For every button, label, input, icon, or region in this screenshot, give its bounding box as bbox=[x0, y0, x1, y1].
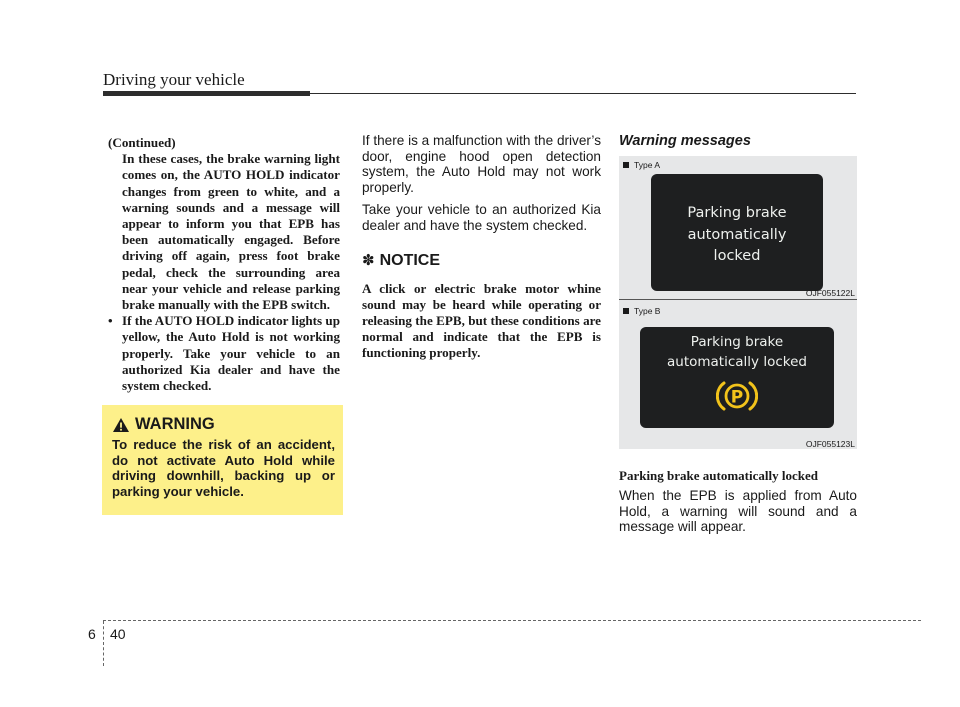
warning-box bbox=[102, 405, 343, 515]
display-b-line: automatically locked bbox=[667, 354, 807, 370]
warning-messages-figure bbox=[619, 156, 857, 449]
footer-rule-vertical bbox=[103, 621, 104, 666]
continued-label: (Continued) bbox=[108, 135, 176, 150]
display-b-line: Parking brake bbox=[690, 334, 784, 350]
header-title: Driving your vehicle bbox=[103, 70, 245, 89]
svg-text:P: P bbox=[730, 387, 744, 408]
warning-triangle-icon bbox=[112, 417, 130, 433]
display-a-line: Parking brake bbox=[687, 205, 787, 221]
notice-star-icon: ✽ bbox=[362, 252, 375, 269]
continued-paragraph: In these cases, the brake warning light comes on, the AUTO HOLD indicator changes from green to white, and a warning sounds and a message will appear to inform you that EPB has been automatically engaged. Before driving off again, press foot brake pedal, check the surrounding area near your vehicle and release parking brake manually with the EPB switch. bbox=[122, 151, 340, 313]
figure-code-b: OJF055123L bbox=[805, 439, 855, 449]
page-number: 40 bbox=[110, 626, 126, 642]
warning-title: WARNING bbox=[135, 415, 215, 433]
cluster-display-type-a bbox=[651, 174, 823, 291]
parking-brake-text: When the EPB is applied from Auto Hold, a warning will sound and a message will appear. bbox=[619, 488, 857, 534]
cluster-display-type-b bbox=[640, 327, 834, 428]
middle-column bbox=[362, 133, 601, 361]
warning-text: To reduce the risk of an accident, do not activate Auto Hold while driving downhill, backing up or parking your vehicle. bbox=[112, 437, 335, 499]
display-a-line: locked bbox=[713, 248, 761, 264]
parking-brake-heading: Parking brake automatically locked bbox=[619, 468, 818, 483]
left-column bbox=[108, 135, 340, 394]
display-a-line: automatically bbox=[687, 226, 787, 243]
header-rule-thin bbox=[310, 93, 856, 94]
square-bullet-icon bbox=[623, 162, 629, 168]
figure-code-a: OJF055122L bbox=[805, 288, 855, 298]
warning-messages-title: Warning messages bbox=[619, 133, 751, 149]
display-b-message bbox=[640, 332, 834, 372]
figure-divider bbox=[619, 299, 857, 300]
square-bullet-icon bbox=[623, 308, 629, 314]
type-b-label bbox=[623, 306, 660, 316]
notice-title: NOTICE bbox=[379, 252, 441, 269]
notice-text: A click or electric brake motor whine sound may be heard while operating or releasing the EPB, but these conditions are normal and indicate that the EPB is functioning properly. bbox=[362, 280, 601, 360]
display-a-message bbox=[651, 203, 823, 268]
type-b-text: Type B bbox=[634, 306, 661, 316]
section-number: 6 bbox=[88, 626, 96, 642]
bullet-item bbox=[108, 313, 340, 394]
parking-brake-icon bbox=[716, 378, 758, 414]
malfunction-paragraph: If there is a malfunction with the driver’s door, engine hood open detection system, the Auto Hold may not work properly. bbox=[362, 133, 602, 195]
bullet-mark: • bbox=[108, 313, 113, 329]
type-a-text: Type A bbox=[634, 160, 660, 170]
header-rule-thick bbox=[103, 91, 310, 96]
notice-heading bbox=[362, 253, 601, 269]
warning-heading bbox=[112, 415, 215, 434]
footer-rule bbox=[103, 620, 921, 621]
bullet-text: If the AUTO HOLD indicator lights up yellow, the Auto Hold is not working properly. Take your vehicle to an authorized Kia dealer and have the system checked. bbox=[122, 313, 340, 394]
dealer-paragraph: Take your vehicle to an authorized Kia dealer and have the system checked. bbox=[362, 202, 601, 233]
type-a-label bbox=[623, 160, 660, 170]
